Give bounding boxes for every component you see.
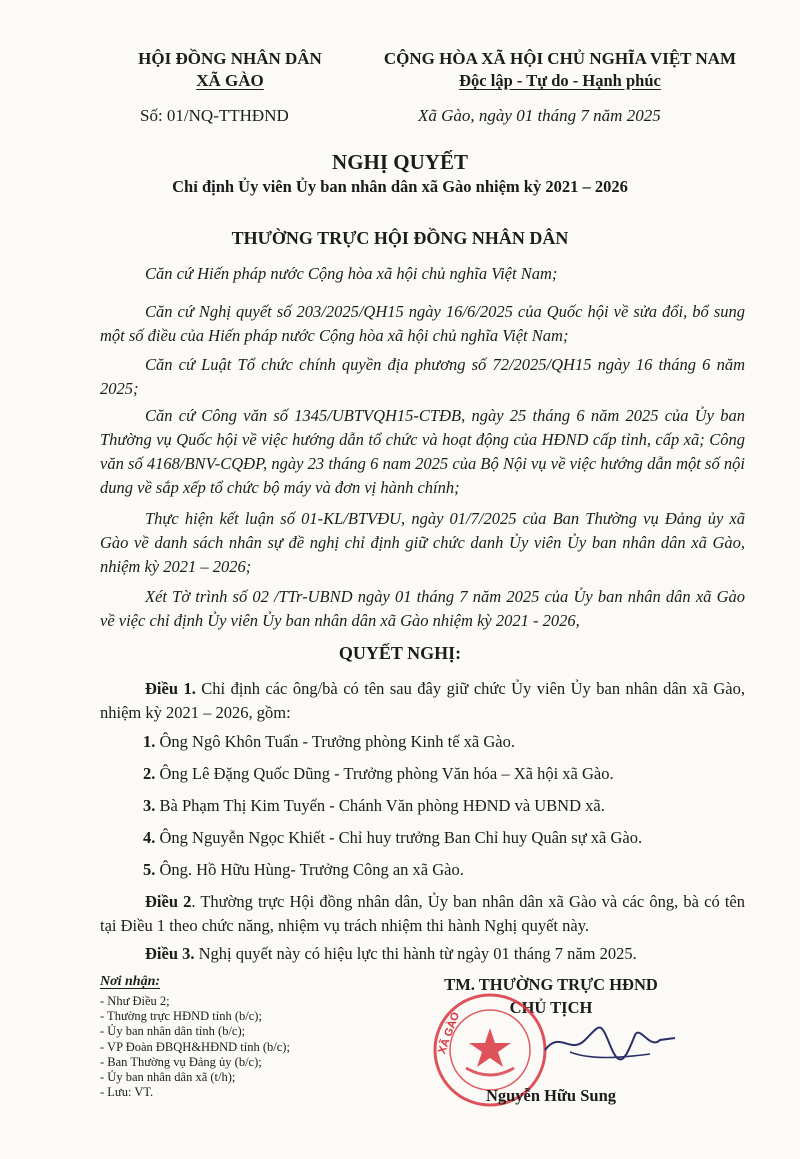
- list-item: 5. Ông. Hồ Hữu Hùng- Trưởng Công an xã Gào.: [143, 860, 464, 879]
- commune-name: XÃ GÀO: [196, 71, 264, 90]
- issuing-body: THƯỜNG TRỰC HỘI ĐỒNG NHÂN DÂN: [231, 228, 569, 248]
- recipients-heading: Nơi nhận:: [100, 974, 161, 989]
- decide-heading: QUYẾT NGHỊ:: [338, 643, 462, 663]
- list-item: - Lưu: VT.: [100, 1085, 154, 1100]
- list-item: 4. Ông Nguyễn Ngọc Khiết - Chỉ huy trưởng Ban Chỉ huy Quân sự xã Gào.: [143, 828, 643, 847]
- list-item: - Ủy ban nhân dân tỉnh (b/c);: [100, 1024, 246, 1039]
- article-2: [100, 890, 745, 938]
- recipients-list: [100, 994, 290, 1100]
- article-3-text: Nghị quyết này có hiệu lực thi hành từ ngày 01 tháng 7 năm 2025.: [194, 944, 637, 963]
- legal-basis-2: Căn cứ Nghị quyết số 203/2025/QH15 ngày 16/6/2025 của Quốc hội về sửa đổi, bổ sung một số điều của Hiến pháp nước Cộng hòa xã hội chủ nghĩa Việt Nam;: [100, 302, 745, 345]
- article-2-label: Điều 2: [145, 892, 192, 911]
- legal-basis-4: Căn cứ Công văn số 1345/UBTVQH15-CTĐB, ngày 25 tháng 6 năm 2025 của Ủy ban Thường vụ Quốc hội về việc hướng dẫn tổ chức và hoạt động của HĐND cấp tỉnh, cấp xã; Công văn số 4168/BNV-CQĐP, ngày 23 tháng 6 nam 2025 của Bộ Nội vụ về việc hướng dẫn một số nội dung về sắp xếp tổ chức bộ máy và đơn vị hành chính;: [100, 406, 745, 497]
- list-item: 2. Ông Lê Đặng Quốc Dũng - Trưởng phòng Văn hóa – Xã hội xã Gào.: [143, 764, 614, 783]
- list-item: - VP Đoàn ĐBQH&HĐND tỉnh (b/c);: [100, 1039, 290, 1054]
- legal-basis-3: Căn cứ Luật Tổ chức chính quyền địa phương số 72/2025/QH15 ngày 16 tháng 6 năm 2025;: [100, 355, 745, 398]
- council-name: HỘI ĐỒNG NHÂN DÂN: [138, 49, 322, 68]
- article-3: [100, 942, 745, 966]
- national-motto: Độc lập - Tự do - Hạnh phúc: [459, 71, 661, 90]
- document-date: Xã Gào, ngày 01 tháng 7 năm 2025: [418, 106, 661, 125]
- list-item: - Ban Thường vụ Đảng ủy (b/c);: [100, 1054, 262, 1069]
- article-3-label: Điều 3.: [145, 944, 195, 963]
- signatory-title: TM. THƯỜNG TRỰC HĐND: [444, 975, 658, 994]
- signatory-name: Nguyễn Hữu Sung: [485, 1086, 617, 1105]
- list-item: 3. Bà Phạm Thị Kim Tuyến - Chánh Văn phòng HĐND và UBND xã.: [143, 796, 605, 815]
- document-number: Số: 01/NQ-TTHĐND: [140, 106, 289, 125]
- article-2-text: . Thường trực Hội đồng nhân dân, Ủy ban nhân dân xã Gào và các ông, bà có tên tại Điều 1 theo chức năng, nhiệm vụ trách nhiệm thi hành Nghị quyết này.: [100, 892, 745, 935]
- legal-basis-6: Xét Tờ trình số 02 /TTr-UBND ngày 01 tháng 7 năm 2025 của Ủy ban nhân dân xã Gào về việc chỉ định Ủy viên Ủy ban nhân dân xã Gào nhiệm kỳ 2021 - 2026,: [100, 587, 745, 630]
- legal-basis-5: Thực hiện kết luận số 01-KL/BTVĐU, ngày 01/7/2025 của Ban Thường vụ Đảng ủy xã Gào về danh sách nhân sự đề nghị chỉ định giữ chức danh Ủy viên Ủy ban nhân dân xã Gào, nhiệm kỳ 2021 – 2026;: [100, 509, 745, 576]
- list-item: - Ủy ban nhân dân xã (t/h);: [100, 1070, 236, 1085]
- document-title: NGHỊ QUYẾT: [332, 150, 468, 174]
- country-name: CỘNG HÒA XÃ HỘI CHỦ NGHĨA VIỆT NAM: [383, 49, 737, 68]
- document-subtitle: Chỉ định Ủy viên Ủy ban nhân dân xã Gào nhiệm kỳ 2021 – 2026: [172, 177, 628, 196]
- article-1-text: Chỉ định các ông/bà có tên sau đây giữ chức Ủy viên Ủy ban nhân dân xã Gào, nhiệm kỳ 2021 – 2026, gồm:: [100, 679, 745, 722]
- council-header: [100, 48, 360, 92]
- seal-text: XÃ GÀO: [436, 1010, 463, 1056]
- list-item: 1. Ông Ngô Khôn Tuấn - Trưởng phòng Kinh tế xã Gào.: [143, 732, 515, 751]
- article-1: [100, 677, 745, 725]
- list-item: - Thường trực HĐND tỉnh (b/c);: [100, 1009, 262, 1024]
- handwritten-signature-icon: [540, 1010, 680, 1070]
- national-header: [360, 48, 760, 92]
- signatory-position: CHỦ TỊCH: [509, 998, 593, 1017]
- list-item: - Như Điều 2;: [100, 994, 170, 1008]
- article-1-label: Điều 1.: [145, 679, 196, 698]
- legal-basis-1: Căn cứ Hiến pháp nước Cộng hòa xã hội chủ nghĩa Việt Nam;: [145, 264, 558, 283]
